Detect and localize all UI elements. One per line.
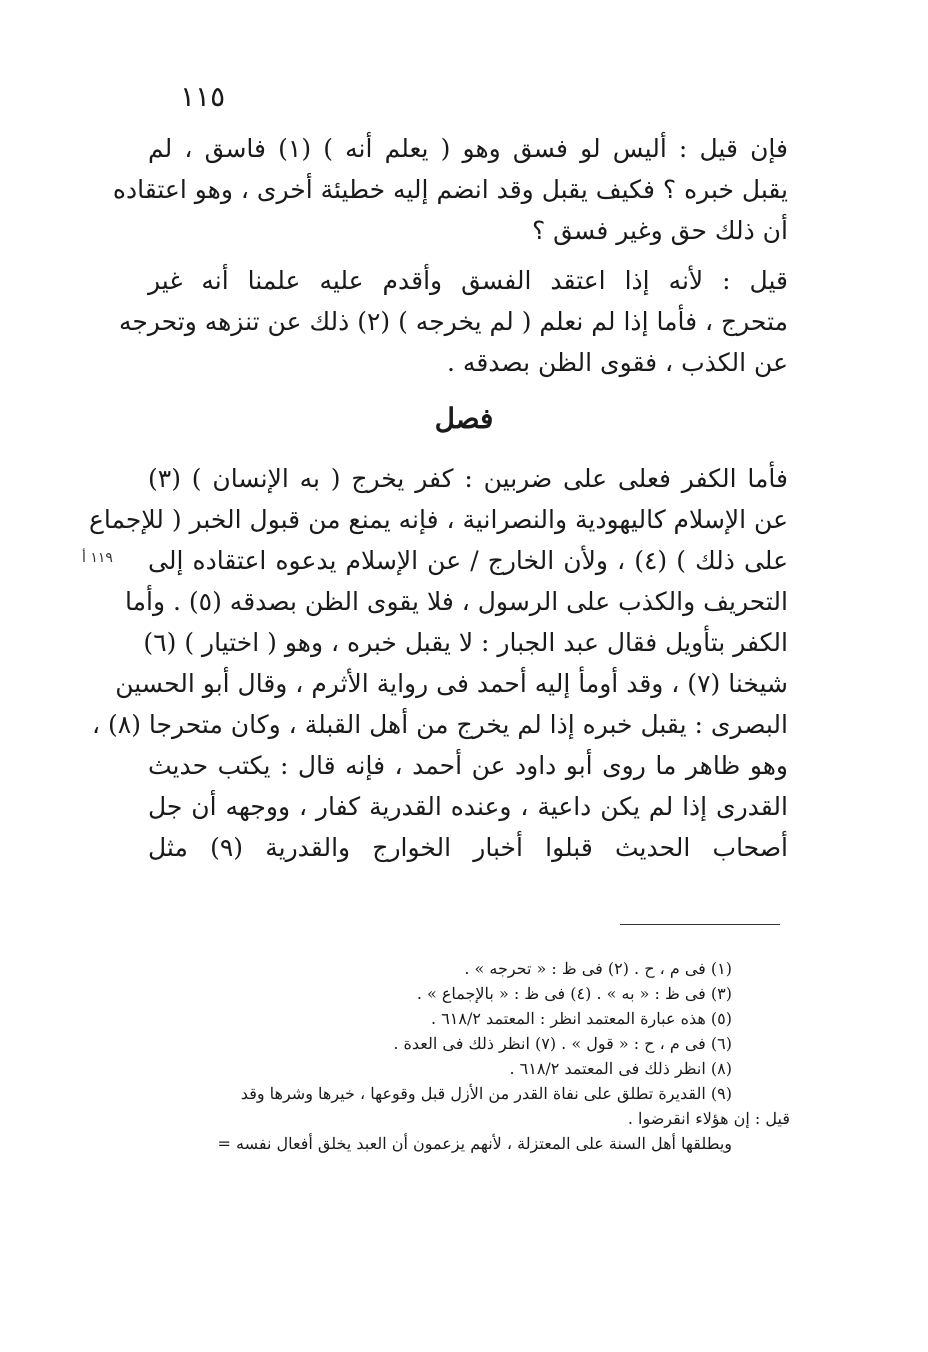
- text-line: عن الكذب ، فقوى الظن بصدقه .: [447, 348, 788, 377]
- text-line: قيل : لأنه إذا اعتقد الفسق وأقدم عليه علمنا أنه غير: [148, 266, 788, 295]
- footnote-line: قيل : إن هؤلاء انقرضوا .: [627, 1109, 790, 1128]
- text-line: شيخنا (٧) ، وقد أومأ إليه أحمد فى رواية الأثرم ، وقال أبو الحسين: [115, 669, 788, 698]
- manuscript-folio-note: ١١٩ أ: [82, 550, 113, 566]
- text-line: القدرى إذا لم يكن داعية ، وعنده القدرية كفار ، ووجهه أن جل: [148, 792, 788, 821]
- footnote-divider: [620, 924, 780, 925]
- paragraph-answer: [118, 260, 788, 383]
- footnote-line: (٥) هذه عبارة المعتمد انظر : المعتمد ٦١٨/٢ .: [431, 1009, 732, 1028]
- footnote-line: (٩) القديرة تطلق على نفاة القدر من الأزل قبل وقوعها ، خيرها وشرها وقد: [240, 1084, 732, 1103]
- text-line: أصحاب الحديث قبلوا أخبار الخوارج والقدرية (٩) مثل: [148, 833, 788, 862]
- text-line: أن ذلك حق وغير فسق ؟: [531, 216, 788, 245]
- text-line: الكفر بتأويل فقال عبد الجبار : لا يقبل خبره ، وهو ( اختيار ) (٦): [143, 628, 788, 657]
- footnotes: [140, 956, 790, 1156]
- text-line: وهو ظاهر ما روى أبو داود عن أحمد ، فإنه قال : يكتب حديث: [148, 751, 788, 780]
- footnote-line: (٦) فى م ، ح : « قول » . (٧) انظر ذلك فى العدة .: [393, 1034, 732, 1053]
- footnote-line: (٨) انظر ذلك فى المعتمد ٦١٨/٢ .: [509, 1059, 732, 1078]
- footnote-line: (٣) فى ظ : « به » . (٤) فى ظ : « بالإجماع » .: [416, 984, 732, 1003]
- text-line: متحرج ، فأما إذا لم نعلم ( لم يخرجه ) (٢) ذلك عن تنزهه وتحرجه: [118, 307, 788, 336]
- page-number: ١١٥: [180, 80, 226, 113]
- text-line: يقبل خبره ؟ فكيف يقبل وقد انضم إليه خطيئة أخرى ، وهو اعتقاده: [112, 175, 788, 204]
- section-heading: فصل: [434, 402, 494, 435]
- text-line: عن الإسلام كاليهودية والنصرانية ، فإنه يمنع من قبول الخبر ( للإجماع: [88, 505, 788, 534]
- paragraph-question: [112, 128, 788, 251]
- footnote-line: ويطلقها أهل السنة على المعتزلة ، لأنهم يزعمون أن العبد يخلق أفعال نفسه =: [217, 1134, 732, 1153]
- text-line: فأما الكفر فعلى على ضربين : كفر يخرج ( به الإنسان ) (٣): [148, 464, 788, 493]
- text-line: فإن قيل : أليس لو فسق وهو ( يعلم أنه ) (١) فاسق ، لم: [148, 134, 788, 163]
- footnote-line: (١) فى م ، ح . (٢) فى ظ : « تحرجه » .: [464, 959, 732, 978]
- text-line: التحريف والكذب على الرسول ، فلا يقوى الظن بصدقه (٥) . وأما: [125, 587, 788, 616]
- text-line: على ذلك ) (٤) ، ولأن الخارج / عن الإسلام يدعوه اعتقاده إلى: [148, 546, 788, 575]
- text-line: البصرى : يقبل خبره إذا لم يخرج من أهل القبلة ، وكان متحرجا (٨) ،: [91, 710, 788, 739]
